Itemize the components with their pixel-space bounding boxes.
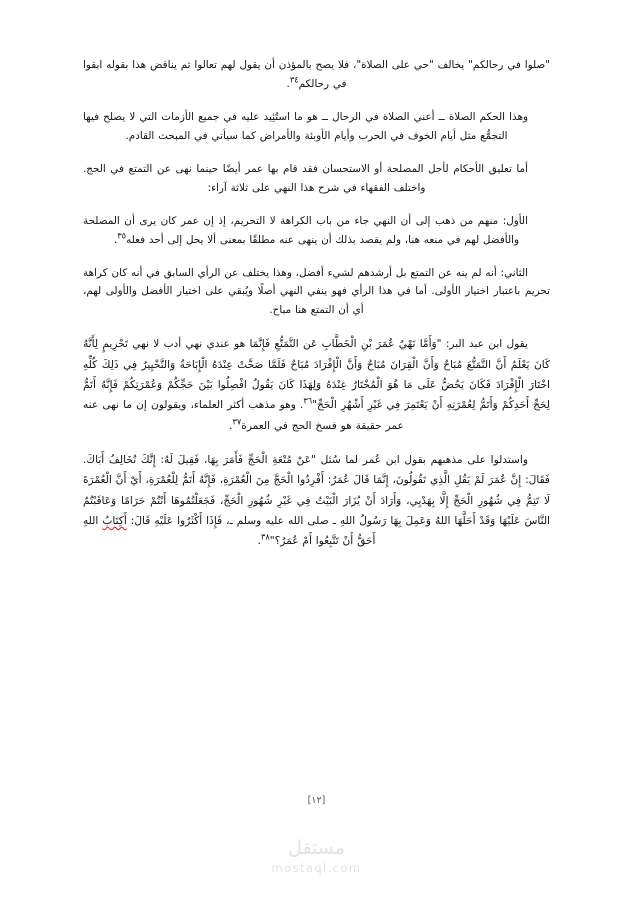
paragraph-7-quotation-ibn-umar: [83, 450, 550, 552]
footnote-marker-38: ٣٨: [260, 531, 270, 542]
paragraph-3-text: أما تعليق الأحكام لأجل المصلحة أو الاستحسان فقد قام بها عمر أيضًا حينما نهى عن التمتع في الحج. واختلف الفقهاء في شرح هذا النهي على ثلاثة آراء:: [83, 162, 528, 194]
paragraph-5-text: الثاني: أنه لم ينه عن التمتع بل أرشدهم لشيء أفضل، وهذا يختلف عن الرأي السابق في أنه كان كراهة تحريم باعتبار اختيار الأولى. أما في هذا الرأي فهو ينفي النهي أصلًا ويُبقي على اختيار الأفضل والأولى لهم، أي أن التمتع هنا مباح.: [83, 266, 550, 317]
footnote-marker-35: ٣٥: [117, 230, 127, 241]
document-text-body: [83, 56, 550, 566]
paragraph-4: [83, 212, 550, 250]
spellcheck-misspelled-word[interactable]: أَكِتَابُ: [102, 514, 127, 527]
paragraph-1: [83, 56, 550, 94]
footnote-marker-36: ٣٦: [303, 395, 313, 406]
paragraph-7-text-after: اللهِ أَحَقُّ أَنْ تَتَّبِعُوا أَمْ عُمَرُ؟": [83, 514, 376, 548]
page-number: [١٢]: [307, 795, 326, 806]
paragraph-2-text: وهذا الحكم الصلاة ــ أعني الصلاة في الرحال ــ هو ما استُئِيد عليه في جميع الأزمات التي لا يصلح فيها التجمُّع مثل أيام الخوف في الحرب وأيام الأوبئة والأمراض كما سيأتي في المبحث القادم.: [83, 110, 528, 142]
paragraph-6-text: يقول ابن عبد البر: "وَأَمَّا نَهْيُ عُمَرَ بْنِ الْخَطَّابِ عَن التَّمَتُّعِ فَإِنَّمَا هو عندي نهي أدب لا نهي تَحْرِيمٍ لِأَنَّهُ كَانَ يَعْلَمُ أَنَّ التَّمَتُّعَ مُبَاحٌ وَأَنَّ الْقِرَانَ مُبَاحٌ وَأَنَّ الْإِفْرَادَ مُبَاحٌ فَلَمَّا صَحَّتْ عِنْدَهُ الْإِبَاحَةُ وَالتَّخْيِيرُ فِي ذَلِكَ كُلِّهِ اخْتَارَ الْإِفْرَادَ فَكَانَ يَحُضُّ عَلَى مَا هُوَ الْمُخْتَارُ عِنْدَهُ وَلِهَذَا كَانَ يَقُولُ افْصِلُوا بَيْنَ حَجِّكُمْ وَعُمْرَتِكُمْ فَإِنَّهُ أَتَمُّ لِحَجِّ أَحَدِكُمْ وَأَتَمُّ لِعُمْرَتِهِ أَنْ يَعْتَمِرَ فِي غَيْرِ أَشْهُرِ الْحَجِّ": [83, 338, 550, 412]
paragraph-6-quotation-ibn-abd-al-barr: [83, 334, 550, 436]
paragraph-7-tail: .: [257, 535, 261, 548]
paragraph-4-tail: .: [113, 233, 118, 246]
watermark-brand-arabic: مستقل: [288, 837, 345, 859]
footnote-marker-37: ٣٧: [232, 416, 242, 427]
watermark-domain: mostaql.com: [271, 860, 362, 875]
footnote-marker-34: ٣٤: [289, 74, 299, 85]
watermark: [0, 838, 633, 875]
paragraph-5: [83, 264, 550, 321]
paragraph-7-text-before: واستدلوا على مذهبهم بقول ابن عُمر لما سُئل "عَنْ مُتْعَةِ الْحَجِّ فَأَمَرَ بِهَا، فَقِيلَ لَهُ: إِنَّكَ تُخَالِفُ أَبَاكَ. فَقَالَ: إِنَّ عُمَرَ لَمْ يَقُلِ الَّذِي تَقُولُونَ، إِنَّمَا قَالَ عُمَرُ: أَفْرِدُوا الْحَجَّ مِنَ الْعُمْرَةِ، فَإِنَّهُ أَتَمُّ لِلْعُمْرَةِ، أَيْ أَنَّ الْعُمْرَةَ لَا تَتِمُّ فِي شُهُورِ الْحَجِّ إِلَّا بِهَدْيِي، وَأَرَادَ أَنْ يُزَارَ الْبَيْتُ فِي غَيْرِ شُهُورِ الْحَجِّ، فَجَعَلْتُمُوهَا أَنْتُمْ حَرَامًا وَعَاقَبْتُمُ النَّاسَ عَلَيْهَا وَقَدْ أَحَلَّهَا اللهُ وَعَمِلَ بِهَا رَسُولُ اللهِ ـ صلى الله عليه وسلم ـ، فَإِذَا أَكْثَرُوا عَلَيْهِ قَالَ:: [83, 453, 550, 527]
paragraph-6-tail-end: .: [229, 419, 233, 432]
paragraph-1-tail: .: [286, 77, 290, 90]
paragraph-2: [83, 108, 550, 146]
paragraph-4-text: الأول: منهم من ذهب إلى أن النهي جاء من باب الكراهة لا التحريم، إذ إن عمر كان يرى أن المصلحة والأفضل لهم في منعه هنا، ولم يقصد بذلك أن ينهى عنه مطلقًا بمعنى ألا يحل إلى أحد فعله: [83, 214, 528, 246]
paragraph-6-tail: . وهو مذهب أكثر العلماء، ويقولون إن ما نهى عنه عمر حقيقة هو فسخ الحج في العمرة: [83, 399, 404, 432]
paragraph-1-text: "صلوا في رحالكم" يخالف "حي على الصلاة"، فلا يصح بالمؤذن أن يقول لهم تعالوا ثم يناقض هذا بقوله ابقوا في رحالكم: [83, 59, 550, 90]
paragraph-3: [83, 160, 550, 198]
